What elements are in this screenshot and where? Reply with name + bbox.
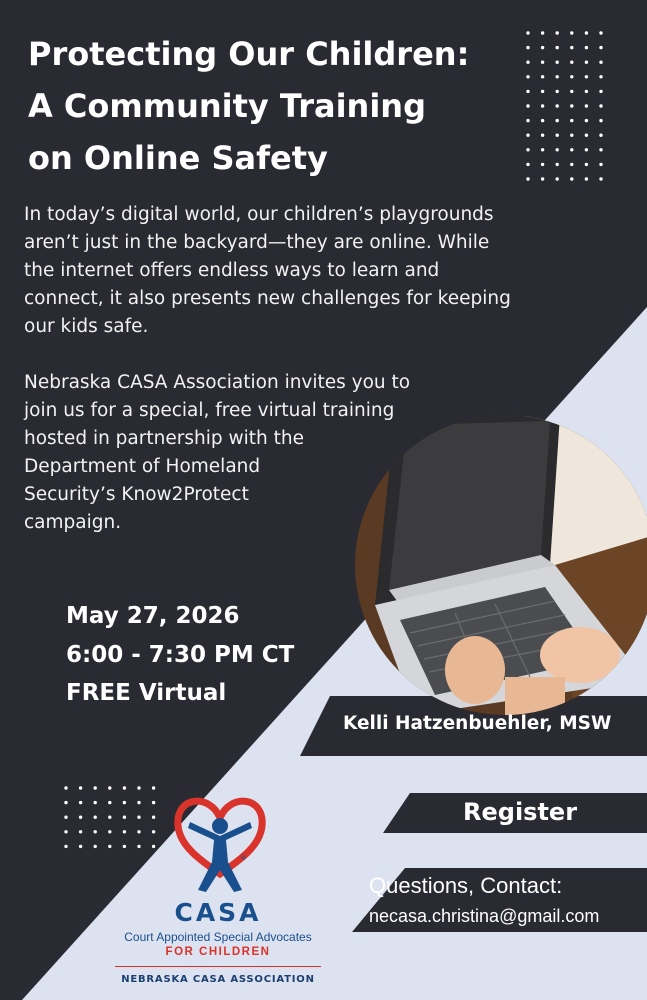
- decorative-dot: [541, 46, 544, 49]
- decorative-dot: [541, 75, 544, 78]
- title-line: Protecting Our Children:: [28, 35, 470, 73]
- decorative-dot: [570, 163, 573, 166]
- logo-divider: [115, 966, 321, 967]
- decorative-dot: [64, 830, 67, 833]
- decorative-dot: [541, 134, 544, 137]
- decorative-dot: [541, 61, 544, 64]
- decorative-dot: [570, 148, 573, 151]
- decorative-dot: [526, 104, 529, 107]
- svg-text:®: ®: [240, 854, 247, 862]
- decorative-dot: [570, 31, 573, 34]
- decorative-dot: [585, 104, 588, 107]
- invite-line: join us for a special, free virtual training: [24, 400, 395, 421]
- contact-label: Questions, Contact:: [369, 873, 563, 898]
- decorative-dot: [570, 134, 573, 137]
- decorative-dot: [79, 816, 82, 819]
- decorative-dot: [585, 134, 588, 137]
- decorative-dot: [556, 31, 559, 34]
- intro-line: our kids safe.: [24, 316, 149, 337]
- event-details: [66, 597, 294, 713]
- decorative-dot: [526, 163, 529, 166]
- event-format: FREE Virtual: [66, 680, 227, 706]
- invite-line: campaign.: [24, 512, 122, 533]
- decorative-dot: [556, 90, 559, 93]
- decorative-dot: [585, 119, 588, 122]
- casa-subtitle: Court Appointed Special Advocates: [124, 930, 312, 944]
- title-line: A Community Training: [28, 87, 426, 125]
- decorative-dot: [556, 134, 559, 137]
- decorative-dot: [108, 801, 111, 804]
- decorative-dot: [585, 148, 588, 151]
- decorative-dot: [599, 134, 602, 137]
- decorative-dot: [570, 104, 573, 107]
- decorative-dot: [526, 75, 529, 78]
- laptop-illustration: [355, 415, 647, 715]
- decorative-dot: [541, 119, 544, 122]
- decorative-dot: [585, 61, 588, 64]
- decorative-dot: [108, 786, 111, 789]
- decorative-dot: [599, 104, 602, 107]
- heart-figure-icon: [170, 788, 270, 898]
- decorative-dot: [599, 177, 602, 180]
- decorative-dot: [94, 786, 97, 789]
- decorative-dot: [79, 830, 82, 833]
- intro-paragraph: [24, 201, 511, 341]
- decorative-dot: [599, 31, 602, 34]
- decorative-dot: [526, 61, 529, 64]
- decorative-dot: [556, 119, 559, 122]
- decorative-dot: [526, 46, 529, 49]
- invite-line: Nebraska CASA Association invites you to: [24, 372, 411, 393]
- decorative-dot: [64, 816, 67, 819]
- casa-wordmark: CASA: [174, 898, 262, 927]
- decorative-dot: [64, 845, 67, 848]
- decorative-dot: [94, 845, 97, 848]
- invite-line: hosted in partnership with the: [24, 428, 304, 449]
- decorative-dot: [585, 163, 588, 166]
- laptop-photo: [355, 415, 647, 715]
- decorative-dot: [570, 177, 573, 180]
- decorative-dot: [556, 46, 559, 49]
- invite-paragraph: [24, 369, 410, 537]
- decorative-dot: [94, 816, 97, 819]
- decorative-dot: [108, 830, 111, 833]
- decorative-dot: [64, 786, 67, 789]
- decorative-dot: [599, 61, 602, 64]
- decorative-dot: [79, 845, 82, 848]
- decorative-dot: [541, 163, 544, 166]
- decorative-dot: [585, 177, 588, 180]
- dot-grid-top-right: [526, 31, 602, 180]
- casa-for-children: FOR CHILDREN: [165, 946, 271, 958]
- casa-organization: NEBRASKA CASA ASSOCIATION: [121, 974, 315, 985]
- decorative-dot: [541, 104, 544, 107]
- decorative-dot: [79, 786, 82, 789]
- title-line: on Online Safety: [28, 139, 328, 177]
- decorative-dot: [64, 801, 67, 804]
- decorative-dot: [526, 177, 529, 180]
- decorative-dot: [570, 75, 573, 78]
- decorative-dot: [79, 801, 82, 804]
- decorative-dot: [108, 845, 111, 848]
- decorative-dot: [556, 163, 559, 166]
- decorative-dot: [599, 75, 602, 78]
- decorative-dot: [556, 104, 559, 107]
- decorative-dot: [94, 801, 97, 804]
- page-title: [28, 28, 508, 184]
- decorative-dot: [585, 31, 588, 34]
- decorative-dot: [526, 148, 529, 151]
- decorative-dot: [108, 816, 111, 819]
- decorative-dot: [556, 75, 559, 78]
- decorative-dot: [526, 134, 529, 137]
- decorative-dot: [526, 90, 529, 93]
- decorative-dot: [541, 31, 544, 34]
- decorative-dot: [570, 61, 573, 64]
- decorative-dot: [556, 148, 559, 151]
- intro-line: In today’s digital world, our children’s playgrounds: [24, 204, 494, 225]
- decorative-dot: [541, 148, 544, 151]
- decorative-dot: [526, 31, 529, 34]
- decorative-dot: [556, 177, 559, 180]
- decorative-dot: [599, 148, 602, 151]
- decorative-dot: [585, 75, 588, 78]
- decorative-dot: [541, 90, 544, 93]
- intro-line: aren’t just in the backyard—they are online. While: [24, 232, 490, 253]
- invite-line: Security’s Know2Protect: [24, 484, 249, 505]
- decorative-dot: [541, 177, 544, 180]
- decorative-dot: [570, 90, 573, 93]
- invite-line: Department of Homeland: [24, 456, 261, 477]
- contact-email-link[interactable]: necasa.christina@gmail.com: [369, 906, 600, 926]
- casa-logo: [113, 788, 323, 993]
- decorative-dot: [526, 119, 529, 122]
- decorative-dot: [556, 61, 559, 64]
- decorative-dot: [585, 46, 588, 49]
- intro-line: connect, it also presents new challenges for keeping: [24, 288, 511, 309]
- register-button[interactable]: Register: [463, 798, 578, 826]
- decorative-dot: [599, 163, 602, 166]
- event-date: May 27, 2026: [66, 603, 240, 629]
- decorative-dot: [599, 90, 602, 93]
- decorative-dot: [599, 46, 602, 49]
- decorative-dot: [585, 90, 588, 93]
- decorative-dot: [94, 830, 97, 833]
- intro-line: the internet offers endless ways to learn and: [24, 260, 440, 281]
- decorative-dot: [599, 119, 602, 122]
- decorative-dot: [570, 46, 573, 49]
- speaker-name: Kelli Hatzenbuehler, MSW: [343, 713, 612, 734]
- decorative-dot: [570, 119, 573, 122]
- event-time: 6:00 - 7:30 PM CT: [66, 641, 295, 668]
